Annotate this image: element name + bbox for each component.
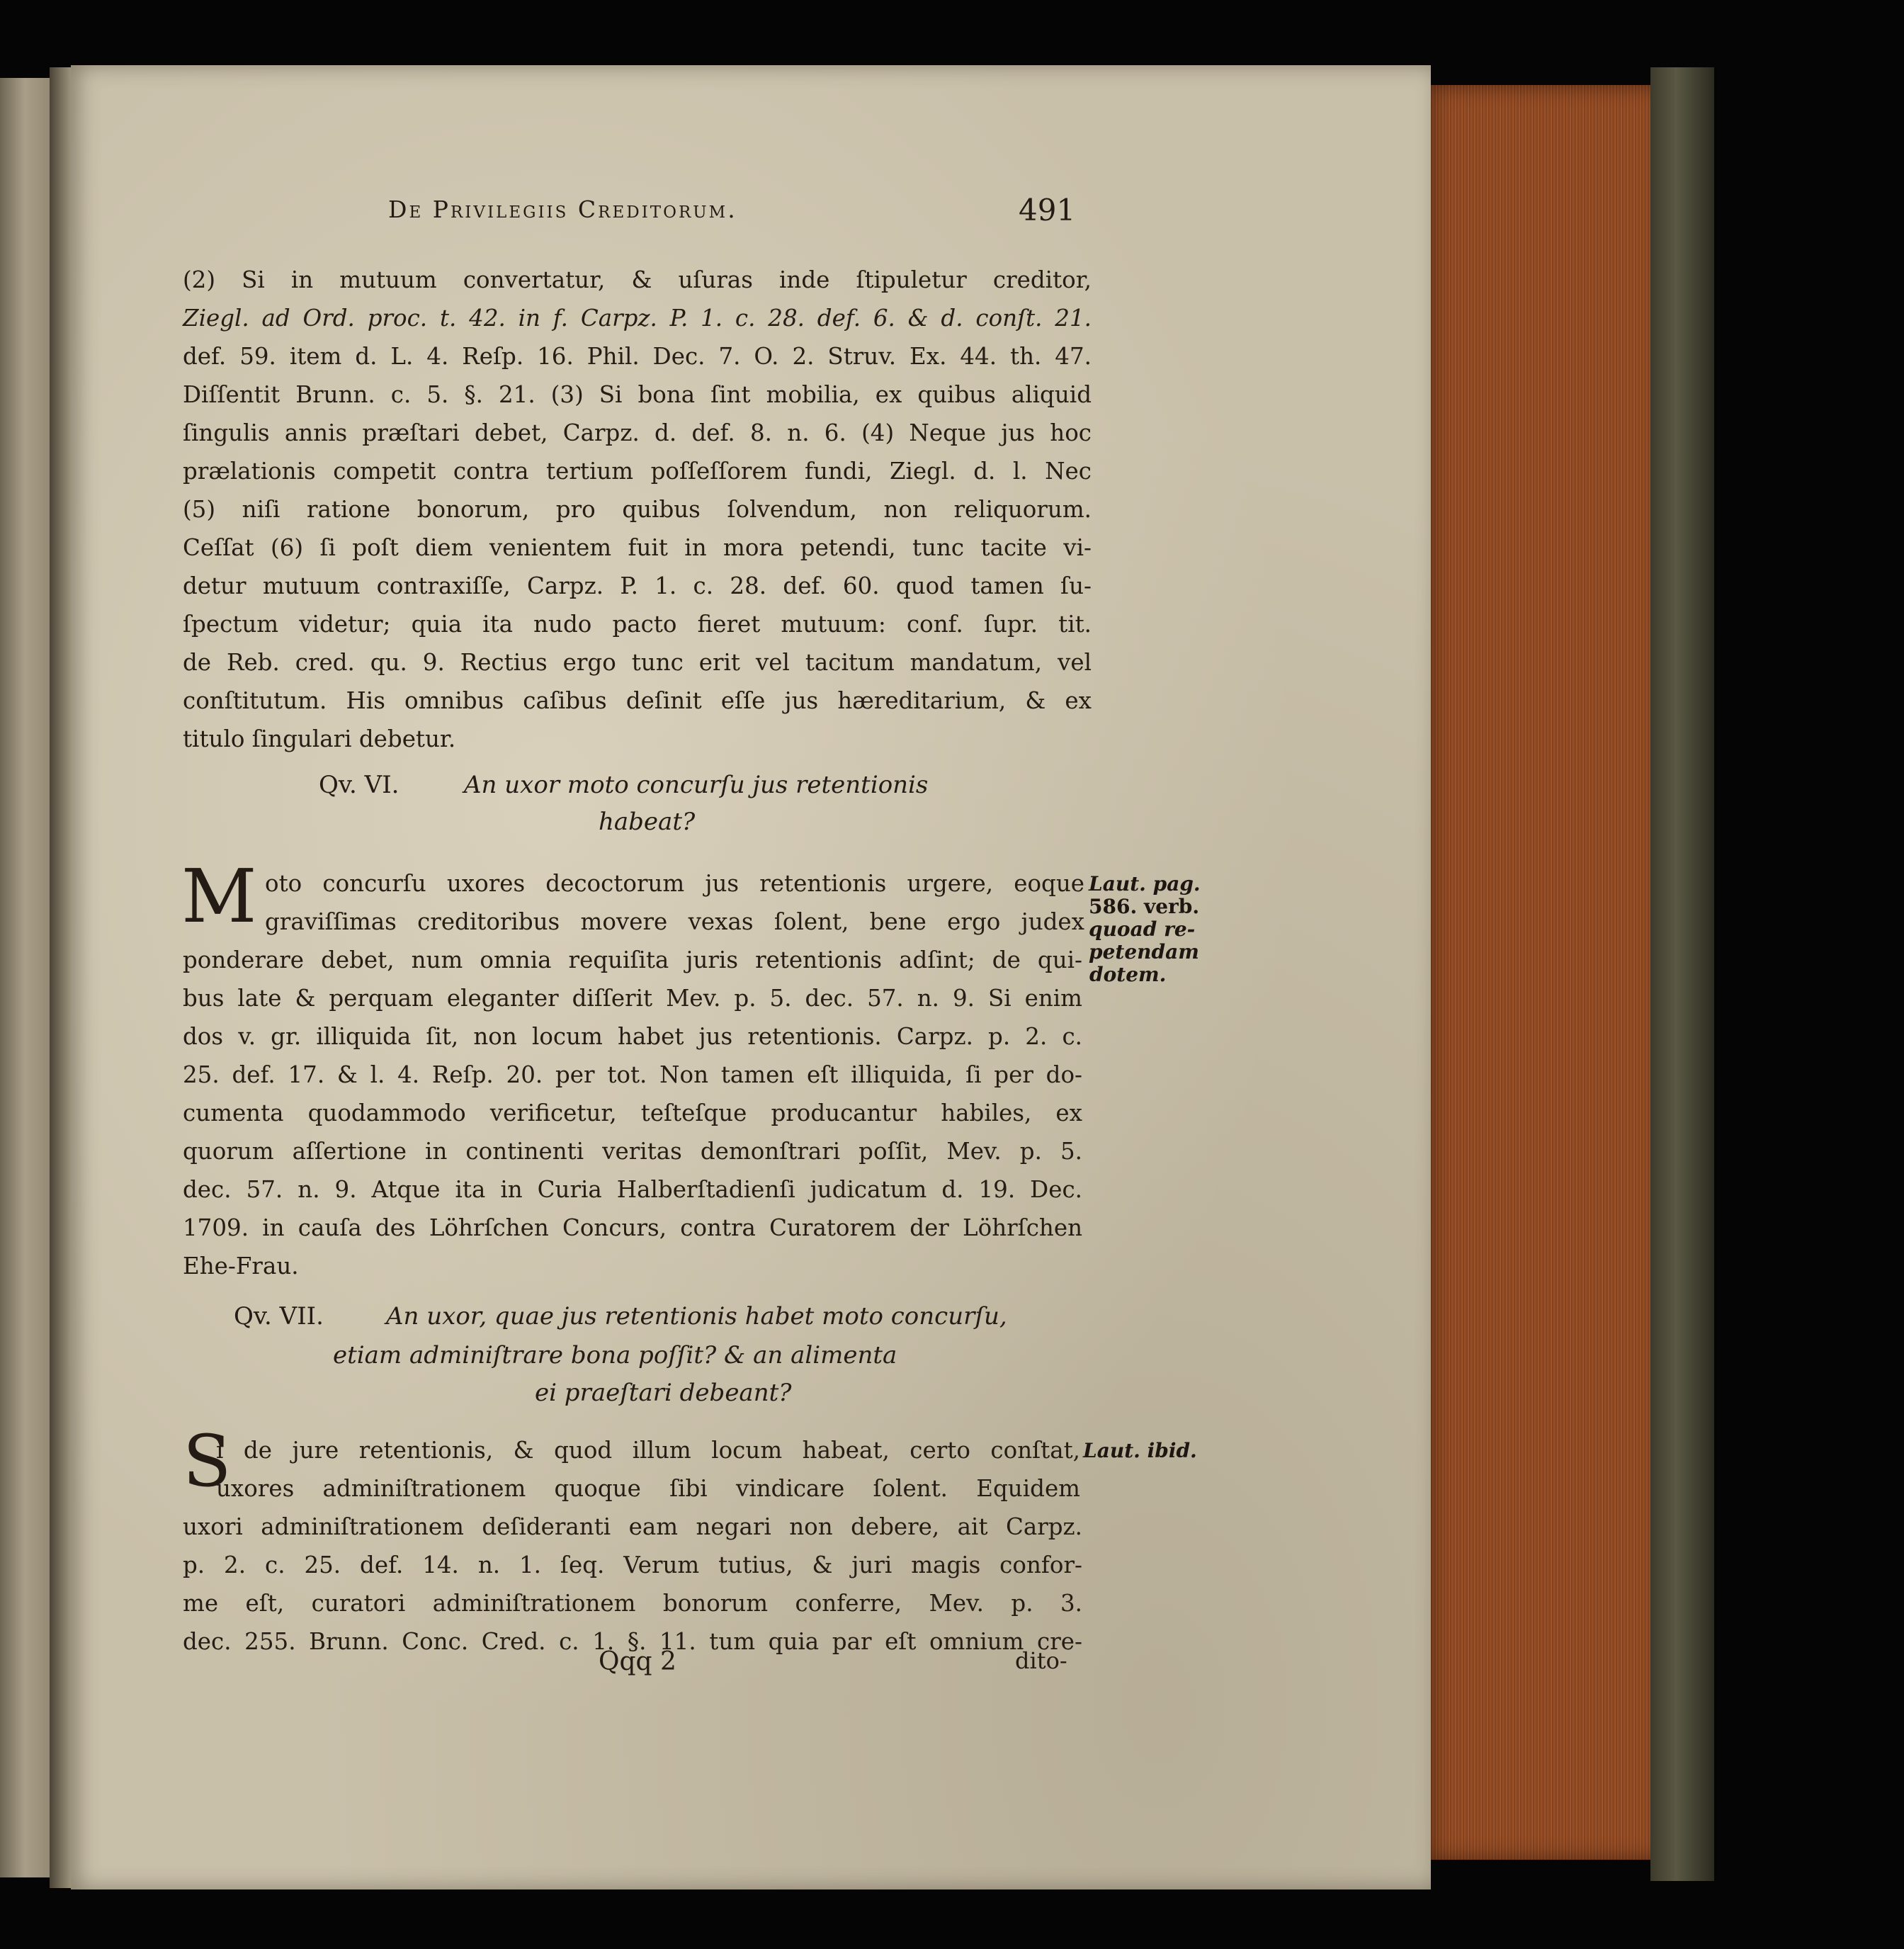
text-line: Ehe-Frau. <box>183 1253 299 1279</box>
marginal-note-line: 586. verb. <box>1089 895 1200 918</box>
text-line: detur mutuum contraxiſſe, Carpz. P. 1. c. 28. def. 60. quod tamen ſu- <box>183 572 1092 599</box>
paragraph-opening <box>216 1431 1080 1508</box>
text-line: p. 2. c. 25. def. 14. n. 1. ſeq. Verum tutius, & juri magis confor- <box>183 1552 1082 1578</box>
text-line: dec. 57. n. 9. Atque ita in Curia Halberſtadienſi judicatum d. 19. Dec. <box>183 1176 1082 1203</box>
page-number: 491 <box>1019 193 1076 227</box>
facing-page-edge <box>0 78 55 1877</box>
marginal-note: Laut. ibid. <box>1083 1439 1197 1462</box>
question-title <box>386 1302 1007 1331</box>
text-line: ſpectum videtur; quia ita nudo pacto fieret mutuum: conf. ſupr. tit. <box>183 611 1092 638</box>
paragraph-continuation <box>183 261 1092 758</box>
text-line: Ceſſat (6) ſi poſt diem venientem fuit in mora petendi, tunc tacite vi- <box>183 534 1092 561</box>
book-cover-edge <box>1650 67 1714 1881</box>
drop-capital: M <box>181 853 257 939</box>
text-line: 25. def. 17. & l. 4. Reſp. 20. per tot. Non tamen eſt illiquida, ſi per do- <box>183 1061 1082 1088</box>
text-line: oto concurſu uxores decoctorum jus retentionis urgere, eoque <box>265 870 1084 897</box>
text-line: Ziegl. ad Ord. proc. t. 42. in f. Carpz. P. 1. c. 28. def. 6. & d. conſt. 21. <box>183 305 1092 332</box>
marginal-note-line: petendam <box>1089 940 1199 964</box>
text-line: (2) Si in mutuum convertatur, & uſuras inde ſtipuletur creditor, <box>183 266 1092 293</box>
marginal-note-line: Laut. pag. <box>1089 872 1201 896</box>
drop-capital: S <box>183 1420 232 1503</box>
paragraph-body <box>183 941 1082 1285</box>
question-title <box>333 1341 897 1369</box>
text-line: (5) niſi ratione bonorum, pro quibus ſolvendum, non reliquorum. <box>183 496 1092 523</box>
marginal-note <box>1089 873 1201 986</box>
text-line: de Reb. cred. qu. 9. Rectius ergo tunc erit vel tacitum mandatum, vel <box>183 649 1092 676</box>
question-label: Qv. VI. <box>319 771 400 799</box>
question-heading <box>234 1302 324 1331</box>
question-label: Qv. VII. <box>234 1302 324 1331</box>
text-line: quorum aſſertione in continenti veritas demonſtrari poſſit, Mev. p. 5. <box>183 1138 1082 1165</box>
question-title <box>599 808 695 836</box>
paragraph-opening <box>265 864 1084 941</box>
text-line: cumenta quodammodo verificetur, teſteſque producantur habiles, ex <box>183 1100 1082 1126</box>
text-line: def. 59. item d. L. 4. Reſp. 16. Phil. Dec. 7. O. 2. Struv. Ex. 44. th. 47. <box>183 343 1092 370</box>
question-title-line: etiam adminiſtrare bona poſſit? & an alimenta <box>333 1341 897 1369</box>
paragraph-body <box>183 1508 1082 1661</box>
text-line: 1709. in cauſa des Löhrſchen Concurs, contra Curatorem der Löhrſchen <box>183 1214 1082 1241</box>
question-title <box>535 1379 792 1407</box>
catchword: dito- <box>1015 1647 1067 1674</box>
text-line: graviſſimas creditoribus movere vexas ſolent, bene ergo judex <box>265 908 1084 935</box>
text-line: i de jure retentionis, & quod illum locum habeat, certo conſtat, <box>216 1437 1080 1464</box>
question-title-line: ei praeſtari debeant? <box>535 1379 792 1407</box>
text-line: bus late & perquam eleganter diſſerit Mev. p. 5. dec. 57. n. 9. Si enim <box>183 985 1082 1012</box>
marginal-note-line: quoad re- <box>1089 917 1196 941</box>
question-title-line: habeat? <box>599 808 696 836</box>
text-line: conſtitutum. His omnibus caſibus deſinit eſſe jus hæreditarium, & ex <box>183 687 1092 714</box>
question-heading <box>319 771 399 799</box>
text-line: uxores adminiſtrationem quoque ſibi vindicare ſolent. Equidem <box>216 1475 1080 1502</box>
text-line: prælationis competit contra tertium poſſeſſorem fundi, Ziegl. d. l. Nec <box>183 458 1092 485</box>
text-line: ſingulis annis præſtari debet, Carpz. d. def. 8. n. 6. (4) Neque jus hoc <box>183 419 1092 446</box>
question-title <box>464 771 928 799</box>
text-line: ponderare debet, num omnia requiſita juris retentionis adſint; de qui- <box>183 947 1082 973</box>
text-line: uxori adminiſtrationem deſideranti eam negari non debere, ait Carpz. <box>183 1513 1082 1540</box>
text-line: dec. 255. Brunn. Conc. Cred. c. 1. §. 11. tum quia par eſt omnium cre- <box>183 1628 1082 1655</box>
text-line: titulo ſingulari debetur. <box>183 725 456 752</box>
running-head: De Privilegiis Creditorum. <box>388 196 737 223</box>
question-title-line: An uxor, quae jus retentionis habet moto concurſu, <box>386 1302 1007 1331</box>
question-title-line: An uxor moto concurſu jus retentionis <box>464 771 929 799</box>
page-block-edge <box>1431 85 1665 1860</box>
text-line: Diſſentit Brunn. c. 5. §. 21. (3) Si bona ſint mobilia, ex quibus aliquid <box>183 381 1092 408</box>
signature-mark: Qqq 2 <box>599 1647 676 1676</box>
text-line: me eſt, curatori adminiſtrationem bonorum conferre, Mev. p. 3. <box>183 1590 1082 1617</box>
marginal-note-line: dotem. <box>1089 963 1167 986</box>
text-line: dos v. gr. illiquida ſit, non locum habet jus retentionis. Carpz. p. 2. c. <box>183 1023 1082 1050</box>
